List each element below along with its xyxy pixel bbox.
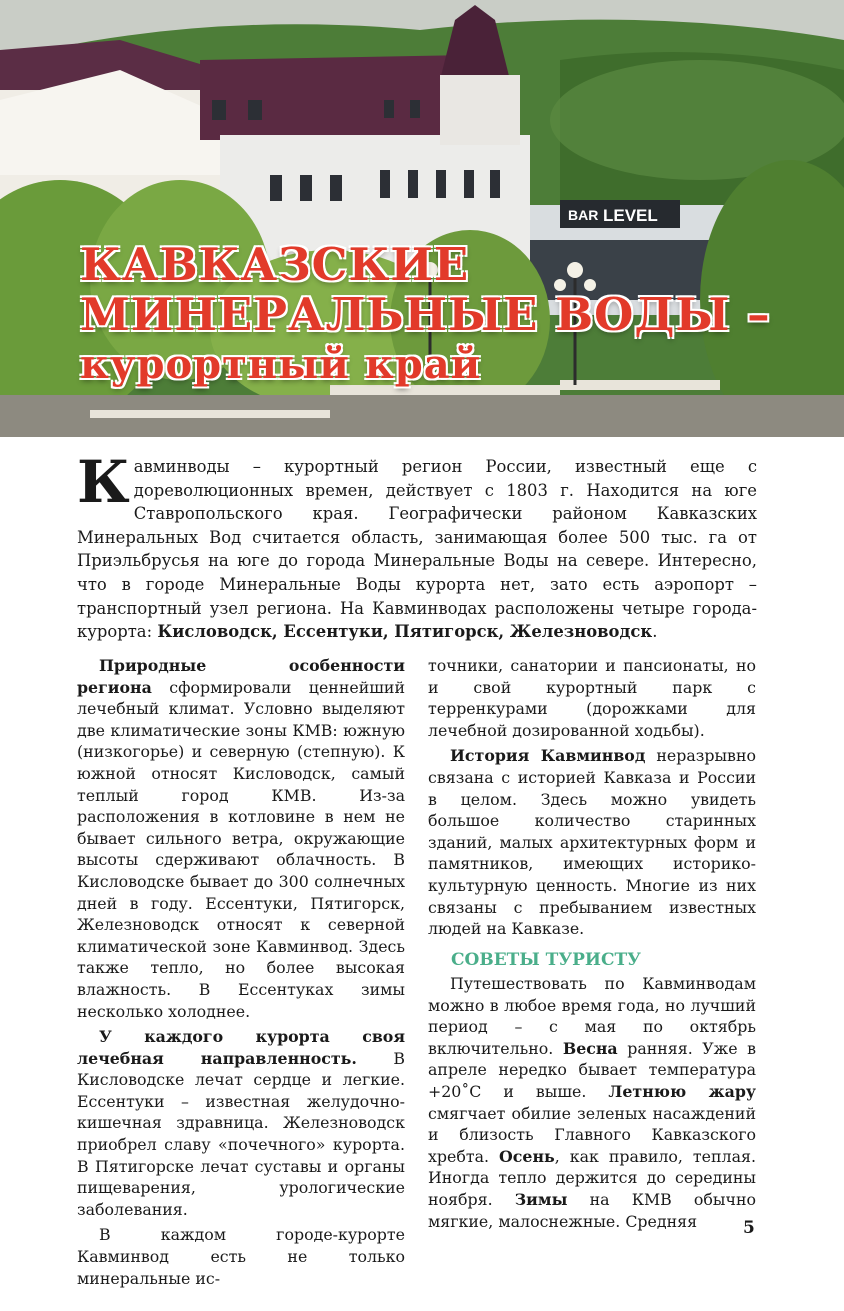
lead-cities: Кисловодск, Ессентуки, Пятигорск, Железноводск: [157, 622, 653, 642]
history-text: неразрывно связана с историей Кавказа и России в целом. Здесь можно увидеть большое количество старинных зданий, малых архитектурных форм и памятников, имеющих историко-культурную ценность. Многие из них связаны с пребыванием известных людей на Кавказе.: [428, 746, 756, 939]
tips-text-2: ранняя. Уже в апреле нередко бывает температура +20˚С и выше.: [428, 1038, 756, 1101]
nature-text: сформировали ценнейший лечебный климат. Условно выделяют две климатические зоны КМВ: южную (низкогорье) и северную (степную). К южной относят Кисловодск, самый теплый город КМВ. Из-за расположения в котловине в нем не бывает сильного ветра, окружающие высоты сдерживают облачность. В Кисловодске бывает до 300 солнечных дней в году. Ессентуки, Пятигорск, Железноводск относят к северной климатической зоне Кавминвод. Здесь также тепло, но более высокая влажность. В Ессентуках зимы несколько холоднее.: [77, 677, 405, 1021]
level-sign-label: LEVEL: [603, 206, 658, 225]
bar-sign-label: BAR: [568, 207, 599, 223]
drop-cap: К: [77, 448, 130, 516]
page-title: [80, 240, 771, 388]
lead-paragraph: [77, 448, 757, 644]
history-heading: История Кавминвод: [450, 746, 646, 766]
title-line-3: курортный край: [80, 340, 482, 388]
left-column: [77, 655, 405, 1289]
paragraph-resorts-cont: точники, санатории и пансионаты, но и свой курортный парк с терренкурами (дорожками для лечебной дозированной ходьбы).: [428, 656, 756, 740]
title-line-1: КАВКАЗСКИЕ: [80, 238, 470, 291]
nature-heading: Природные особенности региона: [77, 656, 405, 697]
paragraph-treatment: [77, 1026, 405, 1220]
tips-text-4: , как правило, теплая. Иногда тепло держится до середины ноября.: [428, 1146, 756, 1209]
hero-photo: [0, 0, 844, 437]
tips-text-5: на КМВ обычно мягкие, малоснежные. Средняя: [428, 1189, 756, 1231]
tips-spring: Весна: [562, 1038, 618, 1058]
tips-paragraph: [428, 973, 756, 1232]
lead-text: авминводы – курортный регион России, известный еще с дореволюционных времен, действует с 1803 г. Находится на юге Ставропольского края. Географически районом Кавказских Минеральных Вод считается область, занимающая более 500 тыс. га от Приэльбрусья на юге до города Минеральные Воды на севере. Интересно, что в городе Минеральные Воды курорта нет, зато есть аэропорт – транспортный узел региона. На Кавминводах расположены четыре города-курорта:: [77, 457, 757, 642]
tips-column: [428, 973, 756, 1232]
tips-autumn: Осень: [499, 1146, 555, 1166]
treatment-text: В Кисловодске лечат сердце и легкие. Ессентуки – известная желудочно-кишечная здравница. Железноводск приобрел славу «почечного» курорта. В Пятигорске лечат суставы и органы пищеварения, урологические заболевания.: [77, 1048, 405, 1219]
tower: [440, 75, 520, 145]
tips-heading: СОВЕТЫ ТУРИСТУ: [451, 950, 641, 970]
treatment-heading: У каждого курорта своя лечебная направленность.: [77, 1027, 405, 1068]
title-line-2: МИНЕРАЛЬНЫЕ ВОДЫ –: [80, 288, 771, 342]
tips-summer: Летнюю жару: [608, 1081, 756, 1101]
tips-text-1: Путешествовать по Кавминводам можно в любое время года, но лучший период – с мая по октябрь включительно.: [428, 974, 756, 1058]
paragraph-nature: [77, 655, 405, 1022]
tips-winter: Зимы: [514, 1189, 568, 1209]
paragraph-resorts: В каждом городе-курорте Кавминвод есть не только минеральные ис-: [77, 1225, 405, 1288]
lead-end: .: [652, 622, 658, 642]
page-number: 5: [743, 1218, 755, 1238]
right-column: [428, 655, 756, 940]
tips-text-3: смягчает обилие зеленых насаждений и близость Главного Кавказского хребта.: [428, 1103, 756, 1166]
paragraph-history: [428, 745, 756, 939]
